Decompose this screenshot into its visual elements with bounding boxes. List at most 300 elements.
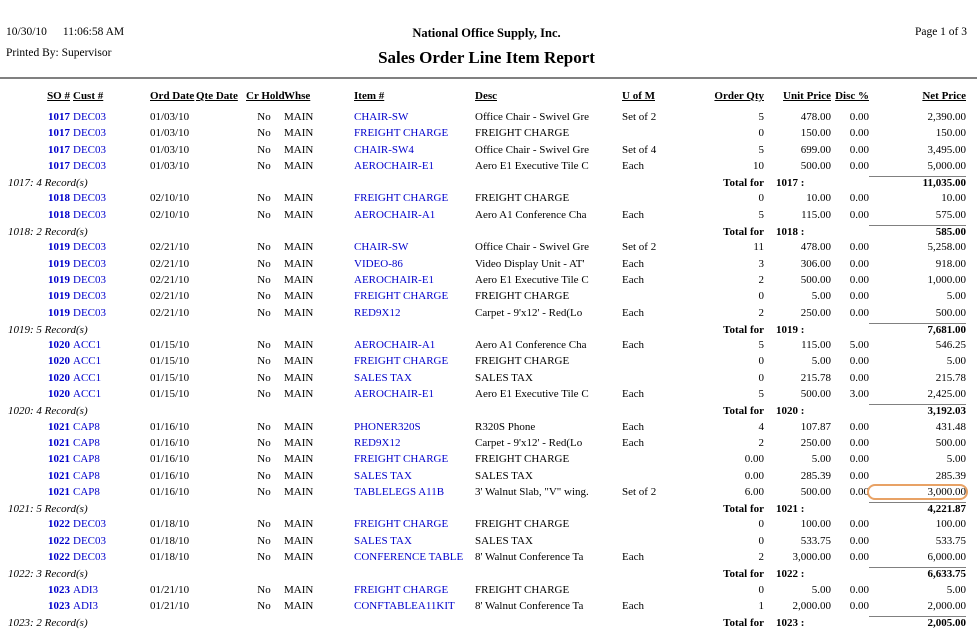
column-header-ord-date: Ord Date [150, 90, 195, 102]
cell-cr-hold: No [257, 306, 271, 319]
cell-cust-link[interactable]: DEC03 [73, 273, 106, 286]
cell-order-qty: 0 [758, 192, 764, 205]
group-total-amount: 4,221.87 [869, 502, 966, 515]
cell-cr-hold: No [257, 371, 271, 384]
cell-unit-price: 285.39 [800, 469, 831, 482]
cell-item-link[interactable]: AEROCHAIR-E1 [354, 159, 435, 172]
cell-item-link[interactable]: AEROCHAIR-A1 [354, 339, 436, 352]
column-header-whse: Whse [284, 90, 311, 102]
group-total-amount: 11,035.00 [869, 176, 966, 189]
table-row [30, 144, 977, 160]
group-record-count: 1023: 2 Record(s) [8, 617, 88, 630]
cell-order-qty: 0.00 [744, 469, 764, 482]
cell-cust-link[interactable]: ACC1 [73, 388, 102, 401]
cell-disc: 3.00 [849, 388, 869, 401]
cell-order-qty: 2 [758, 273, 764, 286]
cell-net-price: 546.25 [935, 339, 966, 352]
report-table [8, 90, 977, 633]
cell-disc: 0.00 [849, 355, 869, 368]
cell-order-qty: 1 [758, 599, 764, 612]
cell-ord-date: 01/03/10 [150, 159, 190, 172]
cell-unit-price: 250.00 [800, 436, 831, 449]
cell-net-price: 150.00 [935, 127, 966, 140]
table-row [30, 535, 977, 551]
cell-order-qty: 0 [758, 290, 764, 303]
cell-item-link[interactable]: RED9X12 [354, 306, 401, 319]
group-record-count: 1018: 2 Record(s) [8, 226, 88, 239]
cell-net-price: 500.00 [935, 306, 966, 319]
cell-order-qty: 10 [753, 159, 764, 172]
cell-unit-price: 478.00 [800, 111, 831, 123]
total-so-number: 1017 : [776, 177, 805, 190]
cell-cust-link[interactable]: DEC03 [73, 241, 106, 254]
cell-cr-hold: No [257, 192, 271, 205]
cell-cust-link[interactable]: DEC03 [73, 290, 106, 303]
cell-disc: 0.00 [849, 534, 869, 547]
cell-whse: MAIN [284, 159, 314, 172]
cell-item-link[interactable]: SALES TAX [354, 469, 412, 482]
cell-whse: MAIN [284, 534, 314, 547]
report-time: 11:06:58 AM [62, 26, 125, 38]
cell-so-link[interactable]: 1019 [48, 290, 70, 303]
table-row [30, 372, 977, 388]
cell-cr-hold: No [257, 143, 271, 156]
cell-cust-link[interactable]: DEC03 [73, 111, 106, 123]
cell-disc: 0.00 [849, 241, 869, 254]
cell-ord-date: 02/21/10 [150, 241, 190, 254]
cell-order-qty: 2 [758, 436, 764, 449]
cell-desc: Video Display Unit - AT' [475, 257, 585, 270]
cell-unit-price: 5.00 [811, 355, 831, 368]
column-header-cr-hold: Cr Hold [246, 90, 285, 102]
cell-ord-date: 01/21/10 [150, 583, 190, 596]
cell-whse: MAIN [284, 469, 314, 482]
cell-desc: Office Chair - Swivel Gre [475, 143, 590, 156]
cell-item-link[interactable]: CHAIR-SW4 [354, 143, 414, 156]
cell-item-link[interactable]: AEROCHAIR-E1 [354, 273, 435, 286]
cell-unit-price: 150.00 [800, 127, 831, 140]
group-record-count: 1019: 5 Record(s) [8, 323, 88, 336]
cell-unit-price: 533.75 [800, 534, 831, 547]
cell-net-price: 2,000.00 [927, 599, 966, 612]
cell-ord-date: 01/18/10 [150, 551, 190, 564]
cell-item-link[interactable]: FREIGHT CHARGE [354, 583, 449, 596]
cell-whse: MAIN [284, 339, 314, 352]
cell-so-link[interactable]: 1019 [48, 273, 70, 286]
cell-order-qty: 0 [758, 355, 764, 368]
column-header-desc: Desc [475, 90, 497, 102]
cell-cr-hold: No [257, 111, 271, 123]
page-indicator: Page 1 of 3 [914, 26, 967, 38]
cell-net-price: 5,258.00 [927, 241, 966, 254]
cell-uofm: Set of 4 [622, 143, 657, 156]
cell-order-qty: 6.00 [744, 485, 764, 498]
cell-net-price: 2,390.00 [927, 111, 966, 123]
cell-so-link[interactable]: 1022 [48, 518, 70, 531]
cell-ord-date: 01/03/10 [150, 143, 190, 156]
cell-cust-link[interactable]: CAP8 [73, 469, 100, 482]
cell-cust-link[interactable]: DEC03 [73, 143, 106, 156]
cell-so-link[interactable]: 1021 [48, 469, 70, 482]
cell-desc: FREIGHT CHARGE [475, 127, 570, 140]
cell-net-price: 5.00 [946, 290, 966, 303]
cell-cust-link[interactable]: ACC1 [73, 339, 102, 352]
cell-order-qty: 0 [758, 518, 764, 531]
column-header-cust: Cust # [73, 90, 104, 102]
cell-desc: Office Chair - Swivel Gre [475, 111, 590, 123]
cell-net-price: 100.00 [935, 518, 966, 531]
table-row [30, 339, 977, 355]
cell-cr-hold: No [257, 339, 271, 352]
cell-desc: 8' Walnut Conference Ta [475, 599, 584, 612]
cell-disc: 0.00 [849, 127, 869, 140]
cell-ord-date: 01/16/10 [150, 436, 190, 449]
cell-order-qty: 5 [758, 339, 764, 352]
cell-unit-price: 2,000.00 [792, 599, 831, 612]
cell-so-link[interactable]: 1020 [48, 388, 70, 401]
cell-so-link[interactable]: 1018 [48, 208, 70, 221]
total-for-label: Total for [723, 503, 764, 516]
cell-cust-link[interactable]: DEC03 [73, 306, 106, 319]
cell-item-link[interactable]: FREIGHT CHARGE [354, 355, 449, 368]
cell-whse: MAIN [284, 583, 314, 596]
cell-cust-link[interactable]: ACC1 [73, 371, 102, 384]
total-for-label: Total for [723, 568, 764, 581]
cell-item-link[interactable]: FREIGHT CHARGE [354, 127, 449, 140]
cell-item-link[interactable]: CHAIR-SW [354, 241, 409, 254]
group-record-count: 1022: 3 Record(s) [8, 568, 88, 581]
cell-uofm: Each [622, 273, 644, 286]
cell-cust-link[interactable]: ACC1 [73, 355, 102, 368]
column-header-item: Item # [354, 90, 385, 102]
cell-cr-hold: No [257, 159, 271, 172]
cell-ord-date: 01/18/10 [150, 518, 190, 531]
cell-desc: Office Chair - Swivel Gre [475, 241, 590, 254]
cell-net-price: 431.48 [935, 420, 966, 433]
cell-uofm: Each [622, 599, 644, 612]
total-so-number: 1021 : [776, 503, 805, 516]
cell-whse: MAIN [284, 306, 314, 319]
cell-cust-link[interactable]: CAP8 [73, 420, 100, 433]
cell-item-link[interactable]: TABLELEGS A11B [354, 485, 445, 498]
cell-whse: MAIN [284, 551, 314, 564]
cell-so-link[interactable]: 1019 [48, 241, 70, 254]
table-row [30, 388, 977, 404]
cell-disc: 0.00 [849, 583, 869, 596]
cell-cust-link[interactable]: DEC03 [73, 534, 106, 547]
cell-cust-link[interactable]: DEC03 [73, 127, 106, 140]
cell-net-price: 6,000.00 [927, 551, 966, 564]
cell-whse: MAIN [284, 192, 314, 205]
cell-whse: MAIN [284, 518, 314, 531]
cell-cust-link[interactable]: ADI3 [73, 599, 99, 612]
cell-ord-date: 01/16/10 [150, 453, 190, 466]
table-row [30, 209, 977, 225]
cell-whse: MAIN [284, 127, 314, 140]
cell-uofm: Each [622, 420, 644, 433]
cell-net-price: 2,425.00 [927, 388, 966, 401]
table-row [30, 486, 977, 502]
cell-order-qty: 0 [758, 371, 764, 384]
cell-net-price: 3,495.00 [927, 143, 966, 156]
total-for-label: Total for [723, 617, 764, 630]
cell-so-link[interactable]: 1020 [48, 371, 70, 384]
cell-unit-price: 500.00 [800, 485, 831, 498]
cell-desc: SALES TAX [475, 469, 533, 482]
cell-item-link[interactable]: FREIGHT CHARGE [354, 453, 449, 466]
cell-net-price: 575.00 [935, 208, 966, 221]
table-row [30, 258, 977, 274]
cell-uofm: Set of 2 [622, 241, 657, 254]
cell-disc: 0.00 [849, 551, 869, 564]
cell-item-link[interactable]: SALES TAX [354, 371, 412, 384]
cell-net-price: 285.39 [935, 469, 966, 482]
cell-so-link[interactable]: 1019 [48, 257, 70, 270]
table-row [30, 241, 977, 257]
cell-so-link[interactable]: 1019 [48, 306, 70, 319]
cell-item-link[interactable]: CONFTABLEA11KIT [354, 599, 455, 612]
cell-ord-date: 01/16/10 [150, 485, 190, 498]
cell-net-price: 533.75 [935, 534, 966, 547]
cell-ord-date: 02/21/10 [150, 290, 190, 303]
cell-net-price: 500.00 [935, 436, 966, 449]
group-record-count: 1020: 4 Record(s) [8, 405, 88, 418]
table-row [30, 274, 977, 290]
cell-disc: 0.00 [849, 420, 869, 433]
table-row [30, 160, 977, 176]
cell-so-link[interactable]: 1017 [48, 127, 70, 140]
cell-so-link[interactable]: 1021 [48, 436, 70, 449]
cell-item-link[interactable]: CHAIR-SW [354, 111, 409, 123]
total-so-number: 1019 : [776, 323, 805, 336]
cell-ord-date: 02/21/10 [150, 273, 190, 286]
cell-unit-price: 3,000.00 [792, 551, 831, 564]
cell-cr-hold: No [257, 485, 271, 498]
cell-desc: FREIGHT CHARGE [475, 518, 570, 531]
cell-uofm: Each [622, 436, 644, 449]
cell-disc: 0.00 [849, 453, 869, 466]
cell-whse: MAIN [284, 436, 314, 449]
cell-so-link[interactable]: 1018 [48, 192, 70, 205]
cell-order-qty: 5 [758, 111, 764, 123]
cell-cr-hold: No [257, 355, 271, 368]
total-for-label: Total for [723, 226, 764, 239]
cell-disc: 0.00 [849, 143, 869, 156]
cell-disc: 0.00 [849, 371, 869, 384]
cell-so-link[interactable]: 1021 [48, 485, 70, 498]
cell-cust-link[interactable]: CAP8 [73, 453, 100, 466]
cell-cust-link[interactable]: CAP8 [73, 485, 100, 498]
cell-so-link[interactable]: 1020 [48, 355, 70, 368]
cell-ord-date: 01/21/10 [150, 599, 190, 612]
table-row [30, 584, 977, 600]
cell-net-price: 5,000.00 [927, 159, 966, 172]
cell-cust-link[interactable]: CAP8 [73, 436, 100, 449]
cell-item-link[interactable]: SALES TAX [354, 534, 412, 547]
total-for-label: Total for [723, 177, 764, 190]
cell-uofm: Each [622, 339, 644, 352]
group-total-amount: 2,005.00 [869, 616, 966, 629]
column-header-so: SO # [47, 90, 70, 102]
cell-unit-price: 5.00 [811, 453, 831, 466]
group-footer-row [8, 567, 977, 583]
cell-disc: 0.00 [849, 290, 869, 303]
cell-cr-hold: No [257, 599, 271, 612]
cell-so-link[interactable]: 1017 [48, 143, 70, 156]
cell-disc: 0.00 [849, 192, 869, 205]
cell-cust-link[interactable]: DEC03 [73, 257, 106, 270]
cell-whse: MAIN [284, 111, 314, 123]
cell-so-link[interactable]: 1021 [48, 420, 70, 433]
table-row [30, 355, 977, 371]
cell-cr-hold: No [257, 257, 271, 270]
cell-order-qty: 3 [758, 257, 764, 270]
column-header-net-price: Net Price [922, 90, 966, 102]
cell-cr-hold: No [257, 469, 271, 482]
cell-so-link[interactable]: 1023 [48, 599, 70, 612]
cell-item-link[interactable]: PHONER320S [354, 420, 421, 433]
cell-cr-hold: No [257, 241, 271, 254]
cell-uofm: Each [622, 208, 644, 221]
cell-cr-hold: No [257, 551, 271, 564]
cell-disc: 0.00 [849, 273, 869, 286]
cell-cr-hold: No [257, 127, 271, 140]
cell-desc: Aero E1 Executive Tile C [475, 159, 589, 172]
cell-ord-date: 02/21/10 [150, 257, 190, 270]
cell-whse: MAIN [284, 241, 314, 254]
cell-cust-link[interactable]: ADI3 [73, 583, 99, 596]
group-footer-row [8, 225, 977, 241]
cell-disc: 5.00 [849, 339, 869, 352]
table-row [30, 470, 977, 486]
cell-net-price: 3,000.00 [869, 486, 966, 498]
cell-cr-hold: No [257, 273, 271, 286]
cell-order-qty: 0 [758, 583, 764, 596]
table-row [30, 600, 977, 616]
cell-ord-date: 02/21/10 [150, 306, 190, 319]
cell-order-qty: 5 [758, 208, 764, 221]
table-header-row [30, 90, 977, 111]
page-title: Sales Order Line Item Report [378, 48, 595, 67]
group-footer-row [8, 323, 977, 339]
table-row [30, 551, 977, 567]
cell-order-qty: 2 [758, 306, 764, 319]
cell-whse: MAIN [284, 599, 314, 612]
cell-whse: MAIN [284, 273, 314, 286]
cell-unit-price: 699.00 [800, 143, 831, 156]
cell-item-link[interactable]: FREIGHT CHARGE [354, 192, 449, 205]
cell-cr-hold: No [257, 208, 271, 221]
cell-net-price: 918.00 [935, 257, 966, 270]
cell-whse: MAIN [284, 257, 314, 270]
cell-item-link[interactable]: CONFERENCE TABLE [354, 551, 464, 564]
cell-unit-price: 107.87 [800, 420, 831, 433]
cell-so-link[interactable]: 1022 [48, 534, 70, 547]
cell-uofm: Each [622, 551, 644, 564]
cell-cr-hold: No [257, 420, 271, 433]
cell-whse: MAIN [284, 290, 314, 303]
cell-so-link[interactable]: 1017 [48, 159, 70, 172]
cell-item-link[interactable]: VIDEO-86 [354, 257, 403, 270]
table-row [30, 453, 977, 469]
group-footer-row [8, 176, 977, 192]
cell-ord-date: 01/18/10 [150, 534, 190, 547]
table-row [30, 127, 977, 143]
group-footer-row [8, 616, 977, 632]
cell-so-link[interactable]: 1017 [48, 111, 70, 123]
group-total-amount: 585.00 [869, 225, 966, 238]
table-body [8, 111, 977, 633]
cell-item-link[interactable]: FREIGHT CHARGE [354, 290, 449, 303]
cell-whse: MAIN [284, 143, 314, 156]
cell-order-qty: 2 [758, 551, 764, 564]
cell-unit-price: 5.00 [811, 290, 831, 303]
cell-order-qty: 0 [758, 127, 764, 140]
cell-uofm: Set of 2 [622, 485, 657, 498]
table-row [30, 111, 977, 127]
cell-ord-date: 01/15/10 [150, 355, 190, 368]
cell-desc: 8' Walnut Conference Ta [475, 551, 584, 564]
cell-cust-link[interactable]: DEC03 [73, 208, 106, 221]
cell-net-price: 10.00 [941, 192, 966, 205]
cell-uofm: Each [622, 159, 644, 172]
cell-ord-date: 01/15/10 [150, 339, 190, 352]
cell-so-link[interactable]: 1023 [48, 583, 70, 596]
cell-item-link[interactable]: AEROCHAIR-A1 [354, 208, 436, 221]
cell-disc: 0.00 [849, 208, 869, 221]
group-footer-row [8, 404, 977, 420]
cell-whse: MAIN [284, 453, 314, 466]
cell-item-link[interactable]: FREIGHT CHARGE [354, 518, 449, 531]
cell-item-link[interactable]: RED9X12 [354, 436, 401, 449]
total-so-number: 1022 : [776, 568, 805, 581]
cell-unit-price: 500.00 [800, 273, 831, 286]
cell-cust-link[interactable]: DEC03 [73, 192, 106, 205]
group-footer-row [8, 502, 977, 518]
cell-so-link[interactable]: 1022 [48, 551, 70, 564]
total-so-number: 1018 : [776, 226, 805, 239]
cell-disc: 0.00 [849, 518, 869, 531]
cell-cust-link[interactable]: DEC03 [73, 159, 106, 172]
cell-order-qty: 5 [758, 143, 764, 156]
cell-whse: MAIN [284, 388, 314, 401]
cell-unit-price: 10.00 [806, 192, 831, 205]
cell-cr-hold: No [257, 388, 271, 401]
cell-cust-link[interactable]: DEC03 [73, 518, 106, 531]
cell-uofm: Each [622, 388, 644, 401]
cell-desc: 3' Walnut Slab, "V" wing. [475, 485, 589, 498]
cell-desc: SALES TAX [475, 534, 533, 547]
cell-cust-link[interactable]: DEC03 [73, 551, 106, 564]
cell-ord-date: 01/16/10 [150, 469, 190, 482]
group-total-amount: 6,633.75 [869, 567, 966, 580]
cell-unit-price: 250.00 [800, 306, 831, 319]
cell-disc: 0.00 [849, 306, 869, 319]
group-record-count: 1017: 4 Record(s) [8, 177, 88, 190]
cell-so-link[interactable]: 1020 [48, 339, 70, 352]
cell-cr-hold: No [257, 453, 271, 466]
cell-item-link[interactable]: AEROCHAIR-E1 [354, 388, 435, 401]
cell-disc: 0.00 [849, 111, 869, 123]
cell-so-link[interactable]: 1021 [48, 453, 70, 466]
cell-net-price: 5.00 [946, 355, 966, 368]
cell-whse: MAIN [284, 208, 314, 221]
cell-cr-hold: No [257, 583, 271, 596]
column-header-order-qty: Order Qty [714, 90, 764, 102]
group-record-count: 1021: 5 Record(s) [8, 503, 88, 516]
column-header-qte-date: Qte Date [196, 90, 238, 102]
column-header-disc: Disc % [835, 90, 869, 102]
